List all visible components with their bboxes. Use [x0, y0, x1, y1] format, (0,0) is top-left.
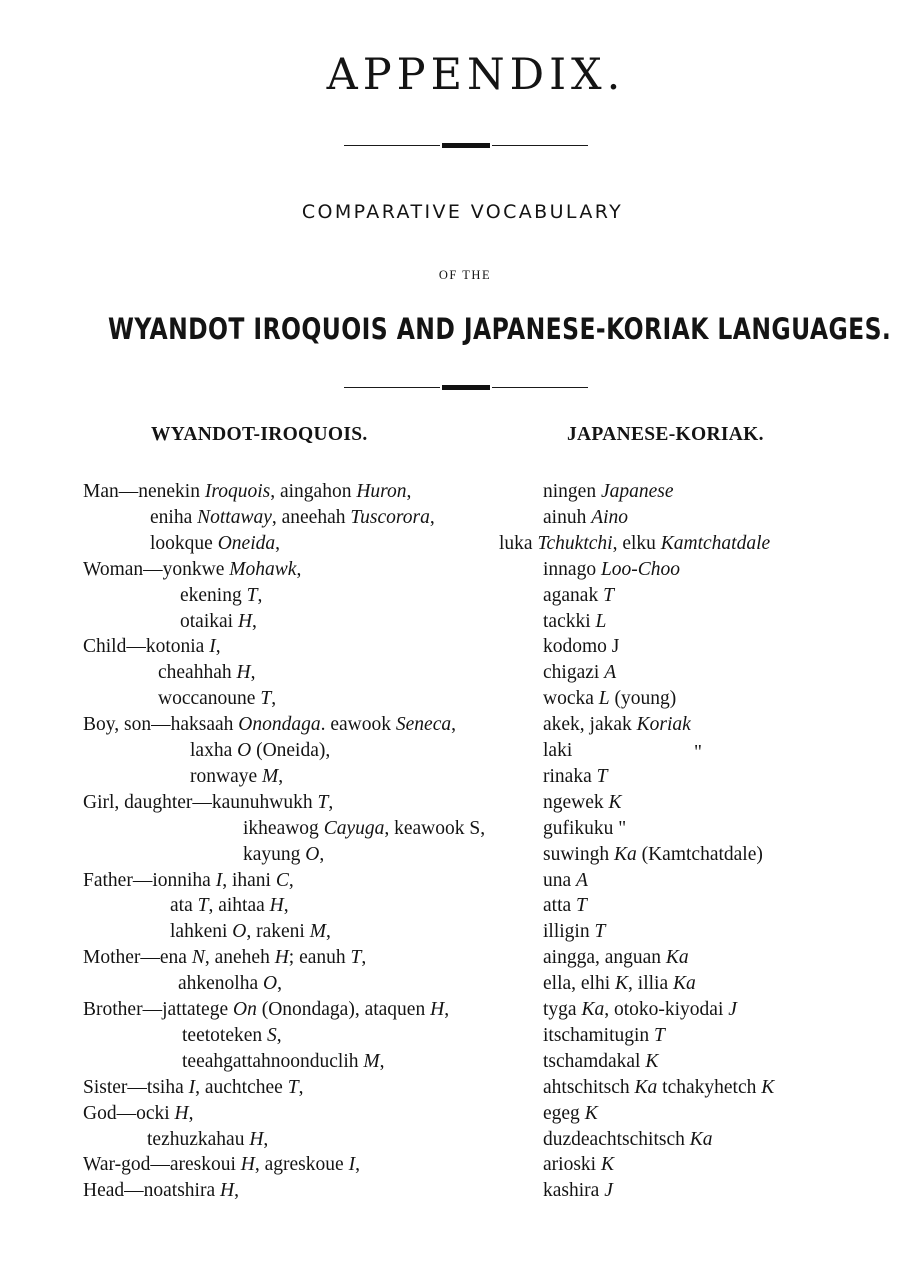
left-entry: Man—nenekin Iroquois, aingahon Huron, — [83, 481, 412, 502]
right-entry: ainuh Aino — [543, 506, 629, 528]
right-entry: wocka L (young) — [543, 688, 677, 710]
right-column-header: JAPANESE-KORIAK. — [567, 424, 764, 445]
right-entry: tschamdakal K — [543, 1050, 659, 1072]
ornamental-rule-top — [344, 142, 588, 149]
left-entry: Brother—jattatege On (Onondaga), ataquen H, — [83, 999, 450, 1020]
left-entry: lookque Oneida, — [150, 532, 280, 554]
left-entry: ahkenolha O, — [178, 973, 282, 995]
right-entry: laki — [543, 740, 573, 761]
right-entry: gufikuku " — [543, 817, 627, 839]
right-entry: egeg K — [543, 1102, 598, 1124]
subtitle: COMPARATIVE VOCABULARY — [301, 201, 624, 223]
left-entry: ata T, aihtaa H, — [170, 895, 289, 917]
section-heading: WYANDOT IROQUOIS AND JAPANESE-KORIAK LANGUAGES. — [108, 312, 892, 346]
right-entry: tyga Ka, otoko-kiyodai J — [543, 999, 737, 1020]
left-entry: cheahhah H, — [158, 662, 256, 684]
right-entry: ella, elhi K, illia Ka — [543, 973, 696, 995]
left-entry: teetoteken S, — [182, 1024, 282, 1046]
rule-line-left — [344, 145, 440, 146]
right-entry: atta T — [543, 895, 587, 917]
right-entry: rinaka T — [543, 765, 608, 787]
right-entry: arioski K — [543, 1154, 614, 1176]
right-entry: illigin T — [543, 921, 606, 943]
rule-line-center — [442, 143, 490, 148]
of-the-line: OF THE — [438, 268, 492, 282]
left-entry: ronwaye M, — [190, 765, 284, 787]
right-entry: kodomo J — [543, 636, 620, 658]
left-entry: Father—ionniha I, ihani C, — [83, 869, 294, 891]
left-entry: Girl, daughter—kaunuhwukh T, — [83, 791, 334, 813]
left-entry: otaikai H, — [180, 610, 257, 632]
left-entry: ekening T, — [180, 584, 263, 606]
right-entry: suwingh Ka (Kamtchatdale) — [543, 843, 763, 865]
right-entry: itschamitugin T — [543, 1024, 665, 1046]
ditto-mark: " — [694, 742, 702, 763]
rule-line-right — [492, 387, 588, 388]
right-entry: ahtschitsch Ka tchakyhetch K — [543, 1076, 775, 1098]
ornamental-rule-bottom — [344, 384, 588, 391]
left-column-header: WYANDOT-IROQUOIS. — [151, 424, 368, 445]
right-entry: innago Loo-Choo — [543, 558, 681, 580]
left-entry: woccanoune T, — [158, 688, 277, 710]
right-entry: aganak T — [543, 584, 614, 606]
left-entry: Boy, son—haksaah Onondaga. eawook Seneca, — [83, 714, 456, 736]
right-entry: akek, jakak Koriak — [543, 714, 691, 736]
right-entry: luka Tchuktchi, elku Kamtchatdale — [499, 532, 771, 554]
left-entry: laxha O (Oneida), — [190, 740, 331, 761]
right-entry: kashira J — [543, 1180, 613, 1202]
right-entry: duzdeachtschitsch Ka — [543, 1128, 713, 1150]
rule-line-right — [492, 145, 588, 146]
left-entry: Sister—tsiha I, auchtchee T, — [83, 1076, 304, 1098]
left-entry: Head—noatshira H, — [83, 1180, 239, 1202]
right-entry: aingga, anguan Ka — [543, 947, 689, 969]
left-entry: teeahgattahnoonduclih M, — [182, 1050, 385, 1072]
left-entry: Child—kotonia I, — [83, 636, 221, 658]
right-entry: chigazi A — [543, 662, 617, 684]
right-entry: tackki L — [543, 610, 607, 632]
left-entry: tezhuzkahau H, — [147, 1128, 269, 1150]
left-entry: Mother—ena N, aneheh H; eanuh T, — [83, 947, 367, 969]
left-entry: War-god—areskoui H, agreskoue I, — [83, 1154, 360, 1176]
rule-line-left — [344, 387, 440, 388]
page-title: APPENDIX. — [326, 50, 626, 100]
left-entry: Woman—yonkwe Mohawk, — [83, 558, 302, 580]
left-entry: eniha Nottaway, aneehah Tuscorora, — [150, 506, 435, 528]
left-entry: lahkeni O, rakeni M, — [170, 921, 331, 943]
left-entry: ikheawog Cayuga, keawook S, — [243, 817, 486, 839]
right-entry: ningen Japanese — [543, 481, 674, 502]
left-entry: God—ocki H, — [83, 1102, 194, 1124]
right-entry: ngewek K — [543, 791, 622, 813]
rule-line-center — [442, 385, 490, 390]
left-entry: kayung O, — [243, 843, 325, 865]
right-entry: una A — [543, 869, 588, 891]
